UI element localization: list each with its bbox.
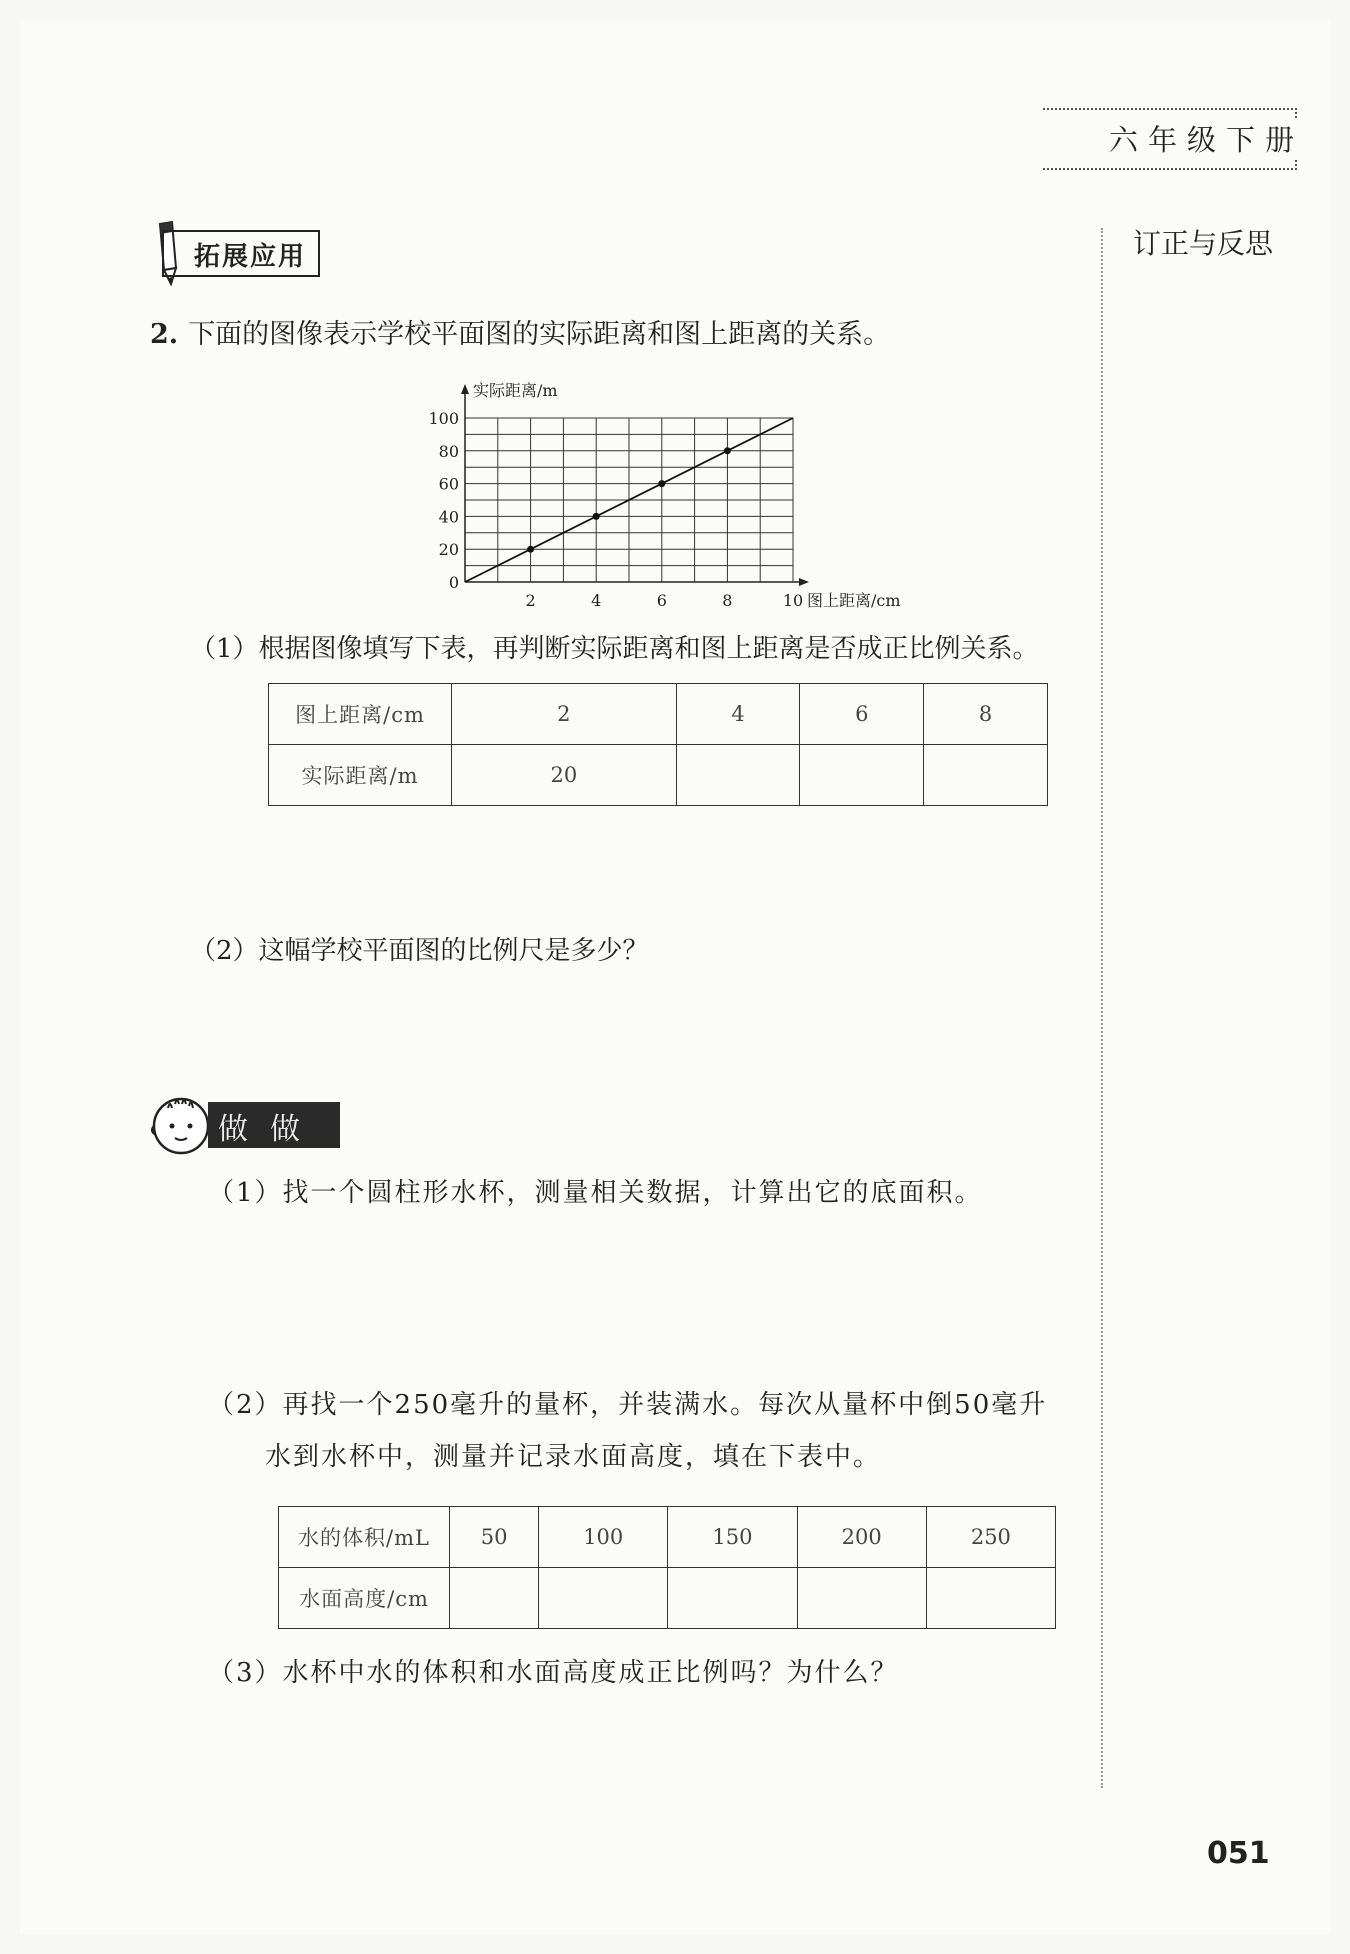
- data-point: [527, 546, 534, 553]
- x-tick-label: 8: [722, 591, 733, 610]
- answer-cell[interactable]: [450, 1568, 539, 1629]
- distance-table: [268, 683, 1048, 806]
- x-tick-label: 10: [782, 591, 804, 610]
- table-row: [269, 684, 1048, 745]
- table-cell: 8: [924, 684, 1048, 745]
- y-tick-label: 100: [428, 409, 459, 428]
- x-tick-label: 2: [525, 591, 536, 610]
- table-cell: 150: [668, 1507, 797, 1568]
- x-tick-label: 4: [591, 591, 602, 610]
- table-cell: 50: [450, 1507, 539, 1568]
- section-title-practice: 做做: [208, 1102, 340, 1148]
- practice-part-2-line-1: （2）再找一个250毫升的量杯，并装满水。每次从量杯中倒50毫升: [208, 1390, 1048, 1420]
- data-point: [658, 480, 665, 487]
- data-point: [724, 447, 731, 454]
- page: [20, 20, 1330, 1934]
- table-cell: 200: [797, 1507, 926, 1568]
- table-cell: 2: [452, 684, 677, 745]
- table-row: [279, 1568, 1056, 1629]
- x-axis-arrow: [799, 578, 809, 586]
- table-cell: 实际距离/m: [269, 745, 452, 806]
- answer-cell[interactable]: [800, 745, 924, 806]
- y-tick-label: 80: [438, 441, 459, 461]
- x-tick-label: 6: [656, 591, 667, 610]
- y-tick-label: 60: [438, 474, 459, 494]
- question-text: 下面的图像表示学校平面图的实际距离和图上距离的关系。: [188, 319, 891, 350]
- question-number: 2.: [150, 319, 179, 350]
- child-face-icon: [148, 1092, 214, 1158]
- y-tick-label: 20: [438, 540, 459, 560]
- page-number: 051: [1207, 1836, 1270, 1871]
- answer-cell[interactable]: [676, 745, 800, 806]
- table-cell: 250: [926, 1507, 1055, 1568]
- table-row: [269, 745, 1048, 806]
- question-2-part-2: （2）这幅学校平面图的比例尺是多少？: [190, 936, 649, 966]
- practice-part-3: （3）水杯中水的体积和水面高度成正比例吗？为什么？: [208, 1658, 899, 1688]
- grade-label: 六年级下册: [1105, 118, 1308, 159]
- chart-labels: [428, 381, 900, 610]
- answer-cell[interactable]: [797, 1568, 926, 1629]
- x-axis-label: 图上距离/cm: [807, 591, 901, 610]
- table-cell: 水面高度/cm: [279, 1568, 450, 1629]
- chart-axes: [461, 384, 809, 586]
- section-tag-practice: [148, 1092, 340, 1158]
- table-cell: 图上距离/cm: [269, 684, 452, 745]
- sidebar-divider: [1101, 228, 1103, 1788]
- table-cell: 100: [539, 1507, 668, 1568]
- answer-cell[interactable]: [926, 1568, 1055, 1629]
- y-tick-label: 0: [448, 573, 459, 592]
- data-point: [593, 513, 600, 520]
- table-cell: 水的体积/mL: [279, 1507, 450, 1568]
- water-table: [278, 1506, 1056, 1629]
- table-cell: 6: [800, 684, 924, 745]
- distance-chart: [410, 370, 950, 620]
- answer-cell[interactable]: [539, 1568, 668, 1629]
- y-axis-arrow: [461, 384, 469, 394]
- question-2: [150, 312, 890, 351]
- sidebar-title: 订正与反思: [1133, 227, 1274, 260]
- y-axis-label: 实际距离/m: [473, 381, 558, 400]
- practice-part-2-line-2: 水到水杯中，测量并记录水面高度，填在下表中。: [265, 1442, 882, 1472]
- section-tag-extension: [150, 220, 320, 286]
- table-cell: 20: [452, 745, 677, 806]
- answer-cell[interactable]: [924, 745, 1048, 806]
- practice-part-1: （1）找一个圆柱形水杯，测量相关数据，计算出它的底面积。: [208, 1178, 983, 1208]
- answer-cell[interactable]: [668, 1568, 797, 1629]
- y-tick-label: 40: [438, 507, 459, 527]
- table-cell: 4: [676, 684, 800, 745]
- section-title-extension: 拓展应用: [162, 230, 320, 277]
- question-2-part-1: （1）根据图像填写下表，再判断实际距离和图上距离是否成正比例关系。: [190, 634, 1039, 664]
- table-row: [279, 1507, 1056, 1568]
